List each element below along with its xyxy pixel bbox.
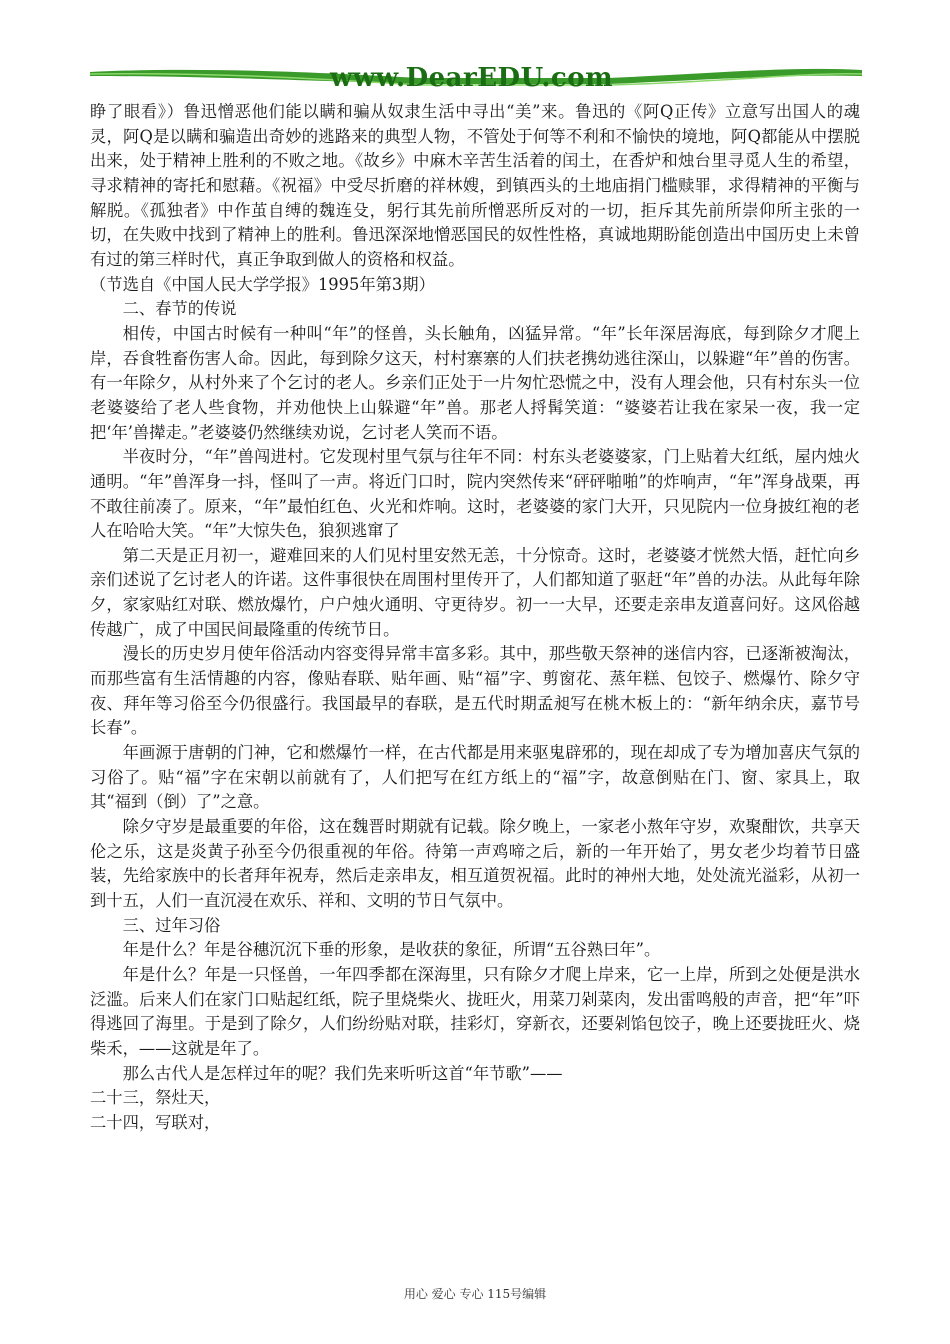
section-heading: 三、过年习俗 (122, 915, 221, 935)
poem-line: 二十三，祭灶天， (90, 1088, 221, 1108)
page-footer: 用心 爱心 专心 115号编辑 (403, 1287, 547, 1301)
paragraph: 漫长的历史岁月使年俗活动内容变得异常丰富多彩。其中，那些敬天祭神的迷信内容，已逐渐被淘汰，而那些富有生活情趣的内容，像贴春联、贴年画、贴“福”字、剪窗花、蒸年糕、包饺子、燃爆竹、除夕守夜、拜年等习俗至今仍很盛行。我国最早的春联，是五代时期孟昶写在桃木板上的：“新年纳余庆，嘉节号长春”。 (90, 644, 860, 738)
site-logo-text[interactable]: www.DearEDU.com (330, 63, 614, 93)
paragraph: 半夜时分，“年”兽闯进村。它发现村里气氛与往年不同：村东头老婆婆家，门上贴着大红纸，屋内烛火通明。“年”兽浑身一抖，怪叫了一声。将近门口时，院内突然传来“砰砰啪啪”的炸响声，“年”浑身战栗，再不敢往前凑了。原来，“年”最怕红色、火光和炸响。这时，老婆婆的家门大开，只见院内一位身披红袍的老人在哈哈大笑。“年”大惊失色，狼狈逃窜了 (90, 447, 860, 541)
paragraph: 除夕守岁是最重要的年俗，这在魏晋时期就有记载。除夕晚上，一家老小熬年守岁，欢聚酣饮，共享天伦之乐，这是炎黄子孙至今仍很重视的年俗。待第一声鸡啼之后，新的一年开始了，男女老少均着节日盛装，先给家族中的长者拜年祝寿，然后走亲串友，相互道贺祝福。此时的神州大地，处处流光溢彩，从初一到十五，人们一直沉浸在欢乐、祥和、文明的节日气氛中。 (90, 817, 860, 910)
paragraph: 年是什么？年是谷穗沉沉下垂的形象，是收获的象征，所谓“五谷熟曰年”。 (122, 940, 661, 960)
poem-line: 二十四，写联对， (90, 1112, 221, 1132)
paragraph: 相传，中国古时候有一种叫“年”的怪兽，头长触角，凶猛异常。“年”长年深居海底，每到除夕才爬上岸，吞食牲畜伤害人命。因此，每到除夕这天，村村寨寨的人们扶老携幼逃往深山，以躲避“年”兽的伤害。有一年除夕，从村外来了个乞讨的老人。乡亲们正处于一片匆忙恐慌之中，没有人理会他，只有村东头一位老婆婆给了老人些食物，并劝他快上山躲避“年”兽。那老人捋髯笑道：“婆婆若让我在家呆一夜，我一定把‘年’兽撵走。”老婆婆仍然继续劝说，乞讨老人笑而不语。 (90, 323, 860, 442)
document-body (90, 100, 860, 1136)
paragraph: 那么古代人是怎样过年的呢？我们先来听听这首“年节歌”—— (122, 1063, 563, 1083)
paragraph: 年画源于唐朝的门神，它和燃爆竹一样，在古代都是用来驱鬼辟邪的，现在却成了专为增加喜庆气氛的习俗了。贴“福”字在宋朝以前就有了，人们把写在红方纸上的“福”字，故意倒贴在门、窗、家具上，取其“福到（倒）了”之意。 (90, 743, 860, 812)
paragraph: 年是什么？年是一只怪兽，一年四季都在深海里，只有除夕才爬上岸来，它一上岸，所到之处便是洪水泛滥。后来人们在家门口贴起红纸，院子里烧柴火、拢旺火，用菜刀剁菜肉，发出雷鸣般的声音，把“年”吓得逃回了海里。于是到了除夕，人们纷纷贴对联，挂彩灯，穿新衣，还要剁馅包饺子，晚上还要拢旺火、烧柴禾，——这就是年了。 (90, 964, 860, 1058)
paragraph: 第二天是正月初一，避难回来的人们见村里安然无恙，十分惊奇。这时，老婆婆才恍然大悟，赶忙向乡亲们述说了乞讨老人的许诺。这件事很快在周围村里传开了，人们都知道了驱赶“年”兽的办法。从此每年除夕，家家贴红对联、燃放爆竹，户户烛火通明、守更待岁。初一一大早，还要走亲串友道喜问好。这风俗越传越广，成了中国民间最隆重的传统节日。 (90, 545, 860, 639)
source-citation: （节选自《中国人民大学学报》1995年第3期） (90, 274, 435, 294)
paragraph: 睁了眼看》）鲁迅憎恶他们能以瞒和骗从奴隶生活中寻出“美”来。鲁迅的《阿Q正传》立意写出国人的魂灵，阿Q是以瞒和骗造出奇妙的逃路来的典型人物，不管处于何等不利和不愉快的境地，阿Q都能从中摆脱出来，处于精神上胜利的不败之地。《故乡》中麻木辛苦生活着的闰土，在香炉和烛台里寻觅人生的希望，寻求精神的寄托和慰藉。《祝福》中受尽折磨的祥林嫂，到镇西头的土地庙捐门槛赎罪，求得精神的平衡与解脱。《孤独者》中作茧自缚的魏连殳，躬行其先前所憎恶所反对的一切，拒斥其先前所崇仰所主张的一切，在失败中找到了精神上的胜利。鲁迅深深地憎恶国民的奴性性格，真诚地期盼能创造出中国历史上未曾有过的第三样时代，真正争取到做人的资格和权益。 (90, 102, 860, 269)
section-heading: 二、春节的传说 (122, 299, 237, 319)
